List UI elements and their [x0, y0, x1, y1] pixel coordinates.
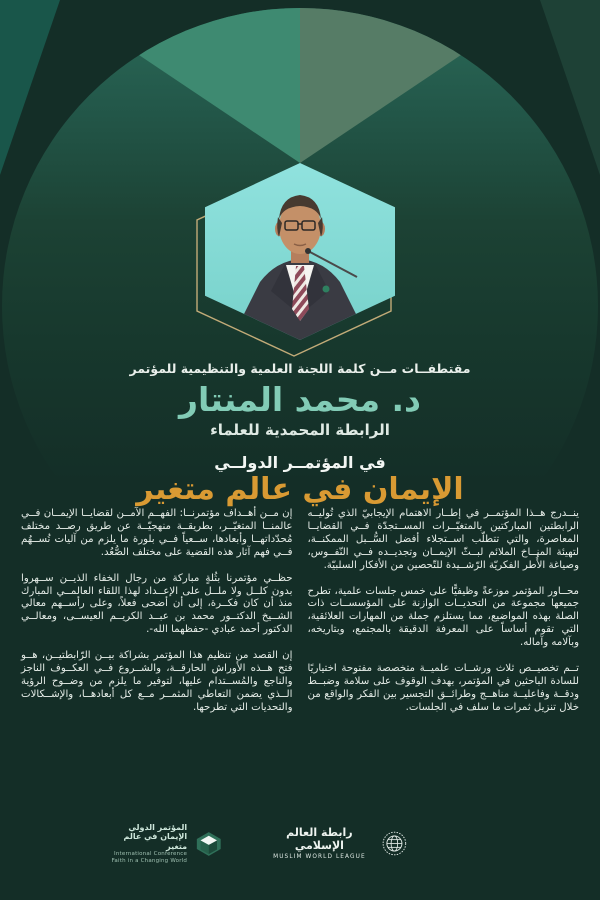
conference-logo-title-ar-2: الإيمان في عالم متغير [123, 832, 188, 851]
conference-label: في المؤتمــر الدولــي [214, 453, 386, 472]
conference-logo [107, 823, 223, 866]
conference-logo-text [107, 823, 187, 866]
conference-logo-title-ar-1: المؤتمر الدولي [128, 822, 188, 832]
mwl-name-arabic: رابطة العالم الإسلامي [286, 826, 353, 853]
paragraph: تــم تخصيــص ثلاث ورشــات علميــة متخصصة مفتوحة اختياريًا للسادة الباحثين في المؤتمر، بهدف الوقوف على سلامة وضبــط ودقــة وفاعليــة مناهــج وطرائــق التجسير بين الفكر والواقع من خلال تنزيل ثمرات ما سلف في الجلسات. [307, 663, 579, 713]
cube-icon [195, 829, 223, 859]
column-right [308, 508, 580, 728]
paragraph: محــاور المؤتمر موزعةً وظيفيًّا على خمس جلسات علمية، تطرح جميعها مجموعة من التحديــات الوازنة على المؤسســات ذات الصلة بهذه المواضيع، مما يستلزم جملة من المهارات العلائقية، التي تقوم أساساً على المعرفة الدقيقة بالمجتمع، وبتاريخه، وبآلامه وآماله. [307, 585, 579, 649]
paragraph: إن القصد من تنظيم هذا المؤتمر بشراكة بيــن الرّابطتيــن، هــو فتح هــذه الأوراش الحارقــة، والشــروع فــي العكــوف الناجز والناجع والمُســتدام عليها، لتوفير ما يلزم من وضــوح الرؤية الــذي يضمن التعاطي المثمــر مــع كل أبعادهــا، والإشــكالات والتحديات التي تطرحها. [21, 650, 293, 713]
caption-text: مقتطفــات مــن كلمة اللجنة العلمية والتنظيمية للمؤتمر [129, 361, 471, 376]
heading-stack [0, 360, 600, 507]
column-left [21, 508, 293, 728]
muslim-world-league-logo [265, 826, 407, 861]
mwl-name-english: MUSLIM WORLD LEAGUE [273, 854, 366, 861]
globe-icon [382, 830, 407, 857]
paragraph: حظــي مؤتمرنا بثُلةٍ مباركة من رجال الخفاء الذيــن ســهروا بدون كلــل ولا ملــل على الإعــداد لهذا اللقاء العالمــي المبارك منذ أن كان فكــرة، إلى أن أضحى فعلاً، وعلى رأســهم معالي الشــيخ الدكتــور محمد بن عبــد الكريــم العيســى، ومعالــي الدكتور أحمد عبادي -حفظهما الله-. [21, 572, 293, 636]
conference-logo-title-en-2: Faith in a Changing World [111, 858, 188, 864]
conference-logo-title-en-1: International Conference [114, 851, 188, 857]
body-columns [0, 508, 600, 728]
speaker-organization: الرابطة المحمدية للعلماء [210, 421, 390, 439]
paragraph: إن مــن أهــداف مؤتمرنــا: الفهــم الآمــن لقضايــا الإيمــان فــي عالمنــا المتغيّــر، بطريقــة منهجيّــة عن طريق رصــد مختلف مُحدّداتهــا وأبعادها، ســعياً فــي بلورة ما يلزم من آليات تُســهُم فــي فهم آثار هذه القضية على مختلف الصُّعُد. [21, 508, 293, 558]
conference-title: الإيمان في عالم متغير [136, 472, 464, 507]
mwl-logo-text [265, 826, 375, 861]
footer-logos [107, 823, 407, 866]
paragraph: ينــدرج هــذا المؤتمــر في إطــار الاهتمام الإيجابيّ الذي تُوليــه الرابطتين المباركتين بالمتغيّــرات المســتجدّة فــي القضايــا المعاصرة، والتي تتطلّب اســتجلاء أفضل السُّــبل الممكنــة، لتهيئة المنــاخ الملائم لبــثّ الإيمــان وتجديــده فــي النّفــوس، وصياغة الأُطر الفكريّة الرّشــيدة للتّحصين من الأفكار السلبيّة. [307, 508, 579, 571]
speaker-name: د. محمد المنتار [178, 380, 421, 419]
